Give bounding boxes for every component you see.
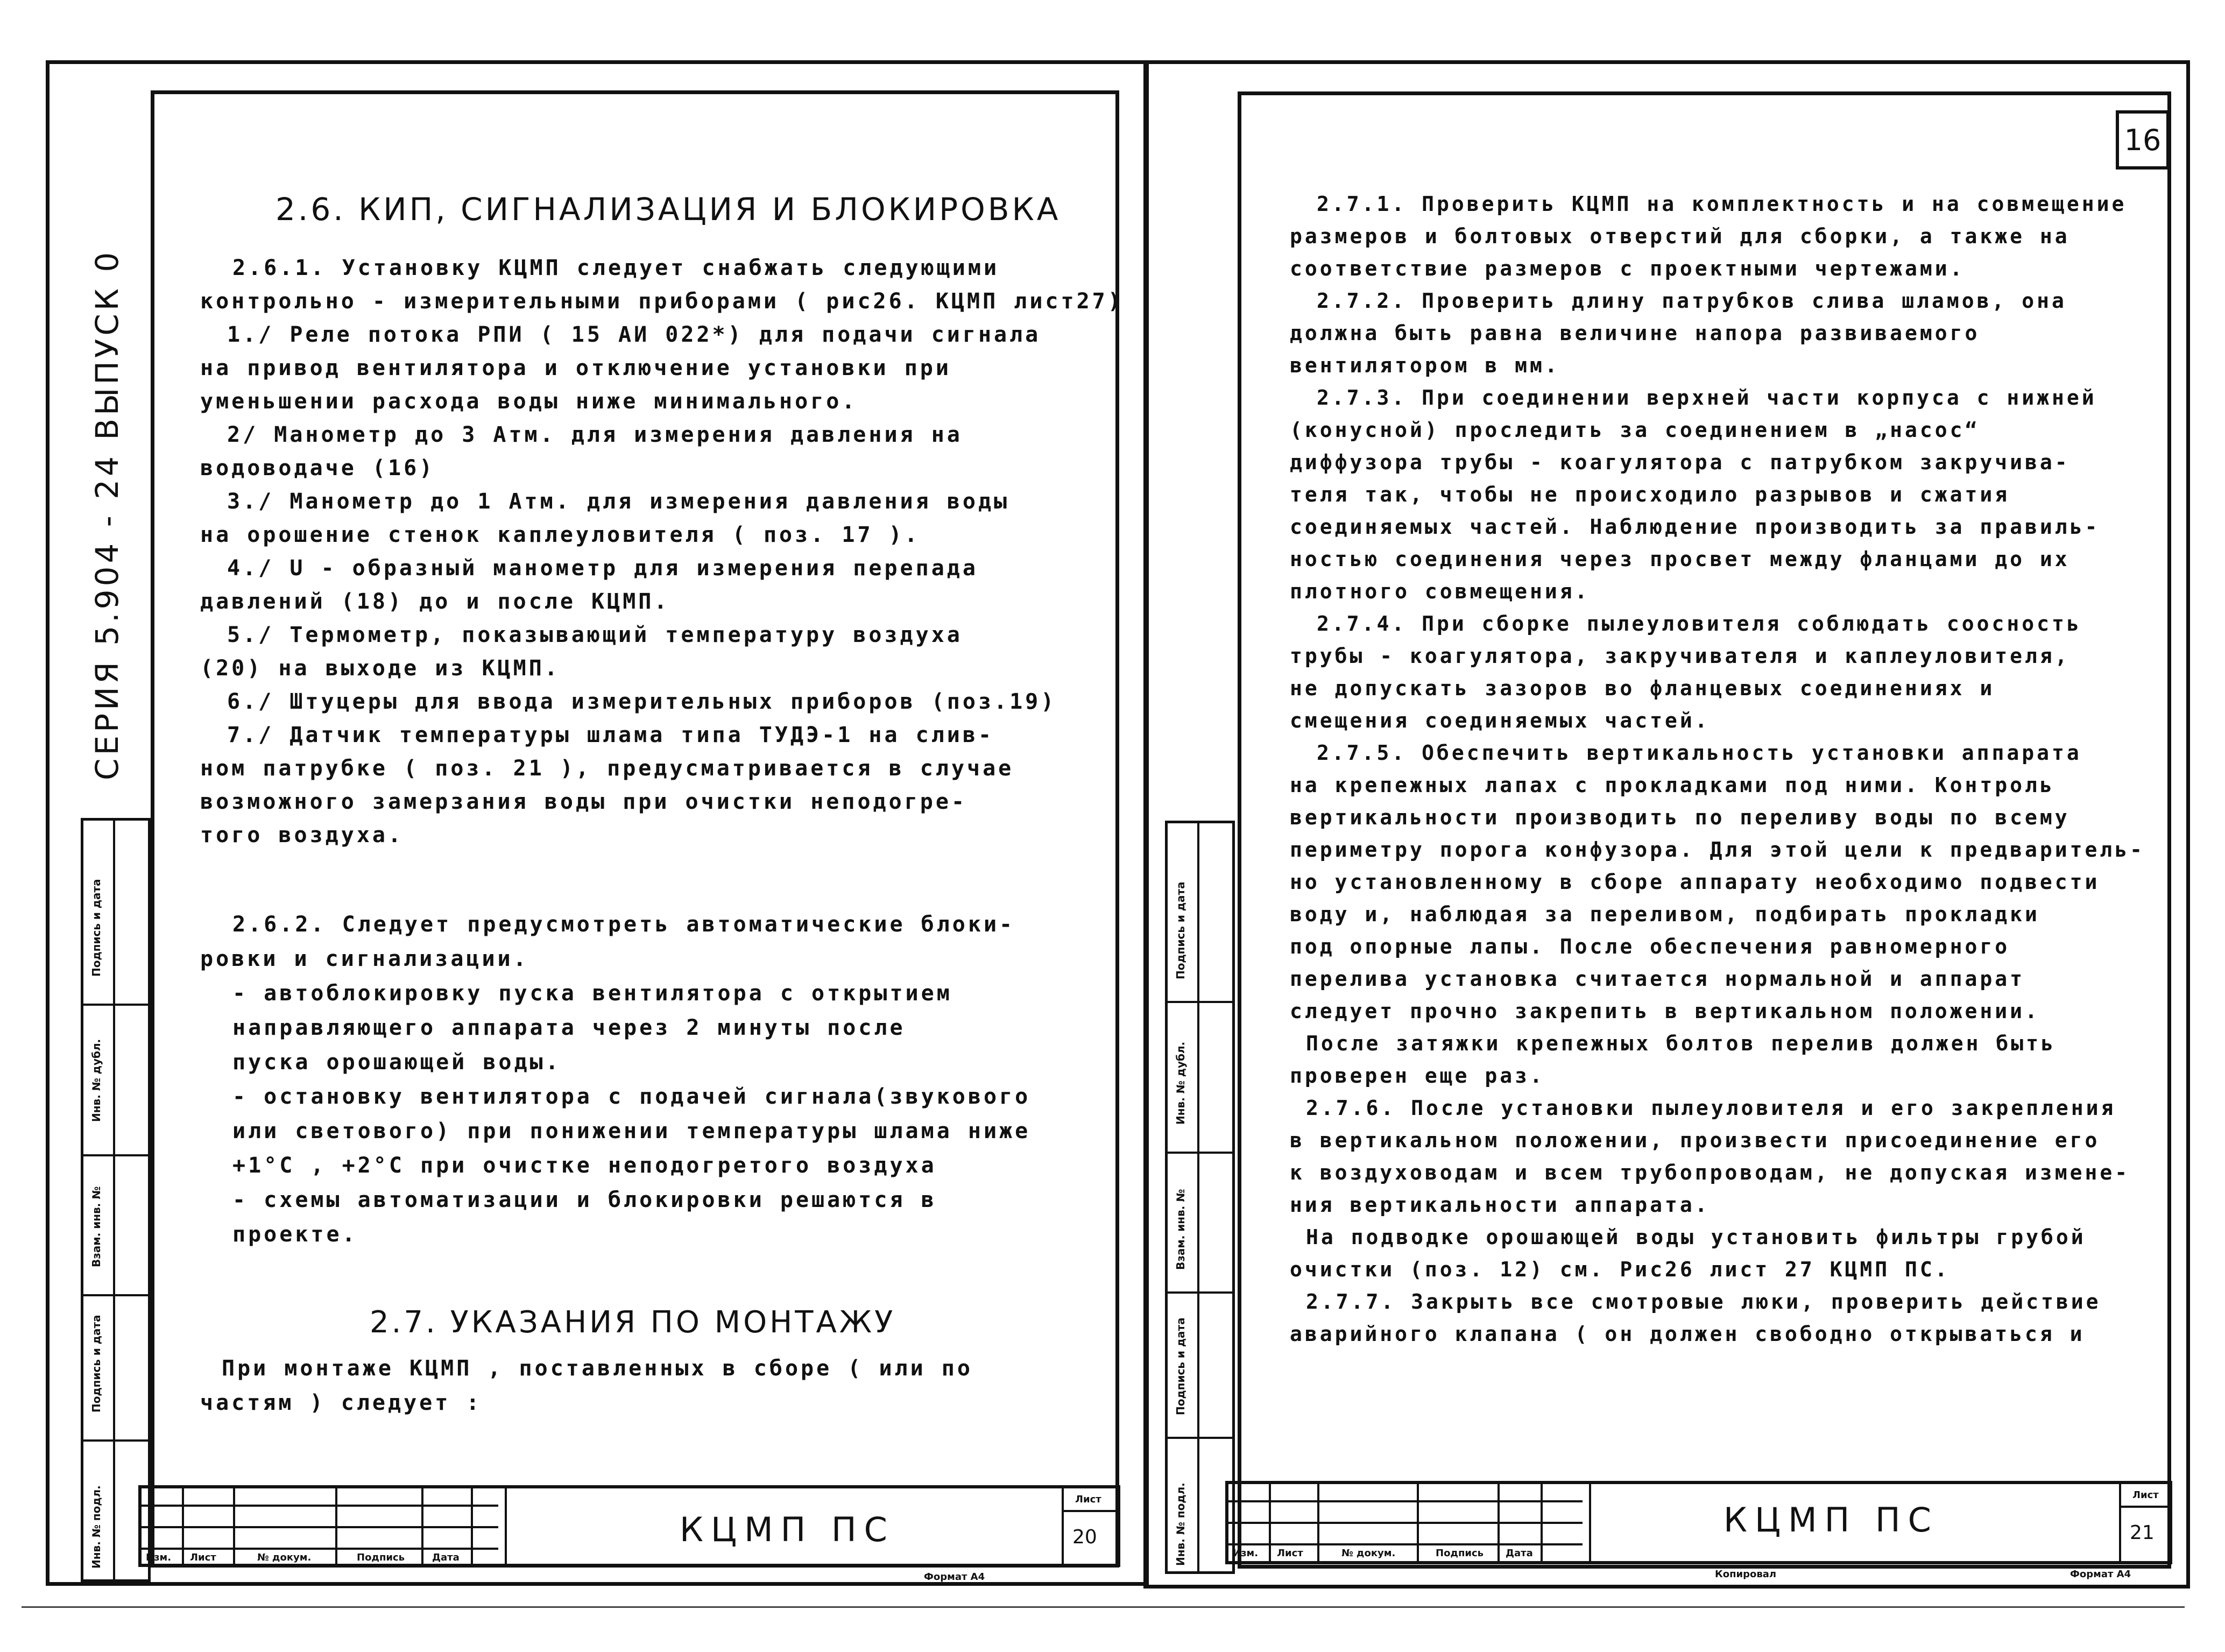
text-line: 2.7.6. После установки пылеуловителя и его закрепления [1306, 1096, 2116, 1120]
stamp-col-label: Подпись [357, 1552, 405, 1563]
side-label: Инв. № дубл. [90, 1039, 103, 1122]
side-label: Взам. инв. № [90, 1186, 103, 1267]
text-line: 7./ Датчик температуры шлама типа ТУДЭ-1 на слив- [227, 723, 994, 747]
text-line: возможного замерзания воды при очистки неподогре- [200, 789, 967, 814]
sheet-number: 20 [1072, 1526, 1097, 1548]
text-line: должна быть равна величине напора развиваемого [1290, 321, 1980, 345]
text-line: ном патрубке ( поз. 21 ), предусматривается в случае [200, 756, 1014, 781]
text-line: водоводаче (16) [200, 456, 435, 481]
side-label: Инв. № дубл. [1174, 1041, 1187, 1125]
text-line: - схемы автоматизации и блокировки решаются в [232, 1188, 937, 1212]
text-line: давлений (18) до и после КЦМП. [200, 589, 670, 614]
text-line: не допускать зазоров во фланцевых соединениях и [1290, 676, 1995, 700]
text-line: или светового) при понижении температуры шлама ниже [232, 1119, 1031, 1143]
text-line: проекте. [232, 1222, 358, 1247]
left-sheet [146, 90, 1124, 1583]
text-line: уменьшении расхода воды ниже минимального. [200, 389, 858, 414]
title-block [138, 1485, 1120, 1567]
text-line: +1°С , +2°С при очистке неподогретого воздуха [232, 1153, 937, 1178]
text-line: 2.7.1. Проверить КЦМП на комплектность и на совмещение [1317, 192, 2127, 216]
text-line: но установленному в сборе аппарату необходимо подвести [1290, 870, 2100, 894]
text-line: плотного совмещения. [1290, 580, 1590, 603]
text-line: 2.6.1. Установку КЦМП следует снабжать следующими [232, 256, 1000, 280]
copied-label: Копировал [1715, 1569, 1777, 1580]
side-label: Подпись и дата [90, 1315, 103, 1413]
text-line: 2.6.2. Следует предусмотреть автоматические блоки- [232, 912, 1015, 937]
stamp-col-label: № докум. [257, 1552, 312, 1563]
text-line: 1./ Реле потока РПИ ( 15 АИ 022*) для подачи сигнала [227, 322, 1041, 347]
stamp-col-label: Лист [1277, 1548, 1303, 1559]
side-label: Инв. № подл. [90, 1485, 103, 1569]
text-line: (20) на выходе из КЦМП. [200, 656, 560, 681]
section-heading-2-7: 2.7. УКАЗАНИЯ ПО МОНТАЖУ [370, 1305, 896, 1340]
stamp-col-label: Изм. [1233, 1548, 1259, 1559]
format-label: Формат А4 [924, 1571, 985, 1583]
text-line: При монтаже КЦМП , поставленных в сборе ( или по [222, 1356, 973, 1381]
left-side-column [81, 818, 151, 1582]
text-line: ровки и сигнализации. [200, 947, 529, 971]
text-line: трубы - коагулятора, закручивателя и каплеуловителя, [1290, 644, 2070, 668]
section-2-6-1 [200, 256, 1124, 856]
sheet-number: 21 [2130, 1522, 2155, 1544]
text-line: вентилятором в мм. [1290, 354, 1560, 377]
text-line: к воздуховодам и всем трубопроводам, не допуская измене- [1290, 1161, 2130, 1184]
text-line: на орошение стенок каплеуловителя ( поз. 17 ). [200, 523, 920, 547]
text-line: на привод вентилятора и отключение установки при [200, 356, 951, 380]
side-label: Инв. № подл. [1174, 1482, 1187, 1566]
text-line: очистки (поз. 12) см. Рис26 лист 27 КЦМП ПС. [1290, 1258, 1950, 1281]
sheet-label: Лист [1075, 1494, 1101, 1505]
document-code: КЦМП ПС [680, 1510, 895, 1549]
section-2-7-text [1290, 192, 2145, 1354]
text-line: После затяжки крепежных болтов перелив должен быть [1306, 1032, 2056, 1055]
section-heading: 2.6. КИП, СИГНАЛИЗАЦИЯ И БЛОКИРОВКА [276, 191, 1061, 228]
sheet-label: Лист [2132, 1489, 2159, 1501]
page-number: 16 [2116, 110, 2170, 170]
text-line: - остановку вентилятора с подачей сигнала(звукового [232, 1084, 1031, 1109]
text-line: диффузора трубы - коагулятора с патрубком закручива- [1290, 450, 2070, 474]
text-line: контрольно - измерительными приборами ( рис26. КЦМП лист27) [200, 289, 1124, 314]
text-line: периметру порога конфузора. Для этой цели к предваритель- [1290, 838, 2145, 862]
text-line: теля так, чтобы не происходило разрывов и сжатия [1290, 483, 2010, 506]
document-code: КЦМП ПС [1724, 1500, 1939, 1540]
text-line: вертикальности производить по переливу воды по всему [1290, 806, 2070, 829]
side-label: Подпись и дата [1174, 881, 1187, 979]
text-line: соответствие размеров с проектными чертежами. [1290, 257, 1965, 280]
text-line: 2.7.2. Проверить длину патрубков слива шламов, она [1317, 289, 2067, 313]
side-label: Подпись и дата [90, 879, 103, 977]
text-line: 2.7.7. Закрыть все смотровые люки, проверить действие [1306, 1290, 2101, 1314]
stamp-col-label: Лист [190, 1552, 216, 1563]
title-block [1225, 1481, 2172, 1564]
side-label: Взам. инв. № [1174, 1189, 1187, 1270]
right-sheet [1233, 91, 2171, 1580]
series-label: СЕРИЯ 5.904 - 24 ВЫПУСК 0 [89, 249, 125, 780]
text-line: (конусной) проследить за соединением в „насос“ [1290, 418, 1980, 442]
stamp-col-label: Дата [432, 1552, 460, 1563]
text-line: 2/ Манометр до 3 Атм. для измерения давления на [227, 422, 963, 447]
text-line: того воздуха. [200, 823, 404, 848]
text-line: 4./ U - образный манометр для измерения перепада [227, 556, 978, 581]
text-line: на крепежных лапах с прокладками под ними. Контроль [1290, 773, 2055, 797]
text-line: аварийного клапана ( он должен свободно открываться и [1290, 1322, 2085, 1346]
text-line: пуска орошающей воды. [232, 1050, 561, 1075]
text-line: под опорные лапы. После обеспечения равномерного [1290, 935, 2010, 958]
text-line: ностью соединения через просвет между фланцами до их [1290, 547, 2070, 571]
text-line: ния вертикальности аппарата. [1290, 1193, 1710, 1217]
section-2-6-2 [200, 912, 1030, 1256]
format-label: Формат А4 [2070, 1569, 2131, 1580]
text-line: 3./ Манометр до 1 Атм. для измерения давления воды [227, 489, 1010, 514]
text-line: 2.7.4. При сборке пылеуловителя соблюдать соосность [1317, 612, 2082, 636]
text-line: 2.7.5. Обеспечить вертикальность установки аппарата [1317, 741, 2082, 765]
stamp-col-label: Подпись [1436, 1548, 1484, 1559]
bottom-rule [22, 1606, 2185, 1608]
text-line: - автоблокировку пуска вентилятора с открытием [232, 981, 952, 1006]
text-line: 6./ Штуцеры для ввода измерительных приборов (поз.19) [227, 689, 1057, 714]
text-line: проверен еще раз. [1290, 1064, 1545, 1088]
stamp-col-label: Дата [1506, 1548, 1533, 1559]
text-line: смещения соединяемых частей. [1290, 709, 1710, 732]
text-line: перелива установка считается нормальной и аппарат [1290, 967, 2025, 991]
text-line: воду и, наблюдая за переливом, подбирать прокладки [1290, 902, 2040, 926]
text-line: соединяемых частей. Наблюдение производить за правиль- [1290, 515, 2100, 539]
section-2-7-intro [200, 1356, 973, 1425]
text-line: направляющего аппарата через 2 минуты после [232, 1015, 906, 1040]
text-line: 5./ Термометр, показывающий температуру воздуха [227, 623, 963, 647]
right-side-column [1165, 821, 1235, 1574]
text-line: размеров и болтовых отверстий для сборки, а также на [1290, 224, 2070, 248]
text-line: в вертикальном положении, произвести присоединение его [1290, 1128, 2100, 1152]
stamp-col-label: Изм. [146, 1552, 172, 1563]
text-line: частям ) следует : [200, 1390, 482, 1415]
side-label: Подпись и дата [1174, 1317, 1187, 1415]
text-line: На подводке орошающей воды установить фильтры грубой [1306, 1225, 2086, 1249]
stamp-col-label: № докум. [1341, 1548, 1396, 1559]
text-line: 2.7.3. При соединении верхней части корпуса с нижней [1317, 386, 2097, 410]
text-line: следует прочно закрепить в вертикальном положении. [1290, 999, 2040, 1023]
